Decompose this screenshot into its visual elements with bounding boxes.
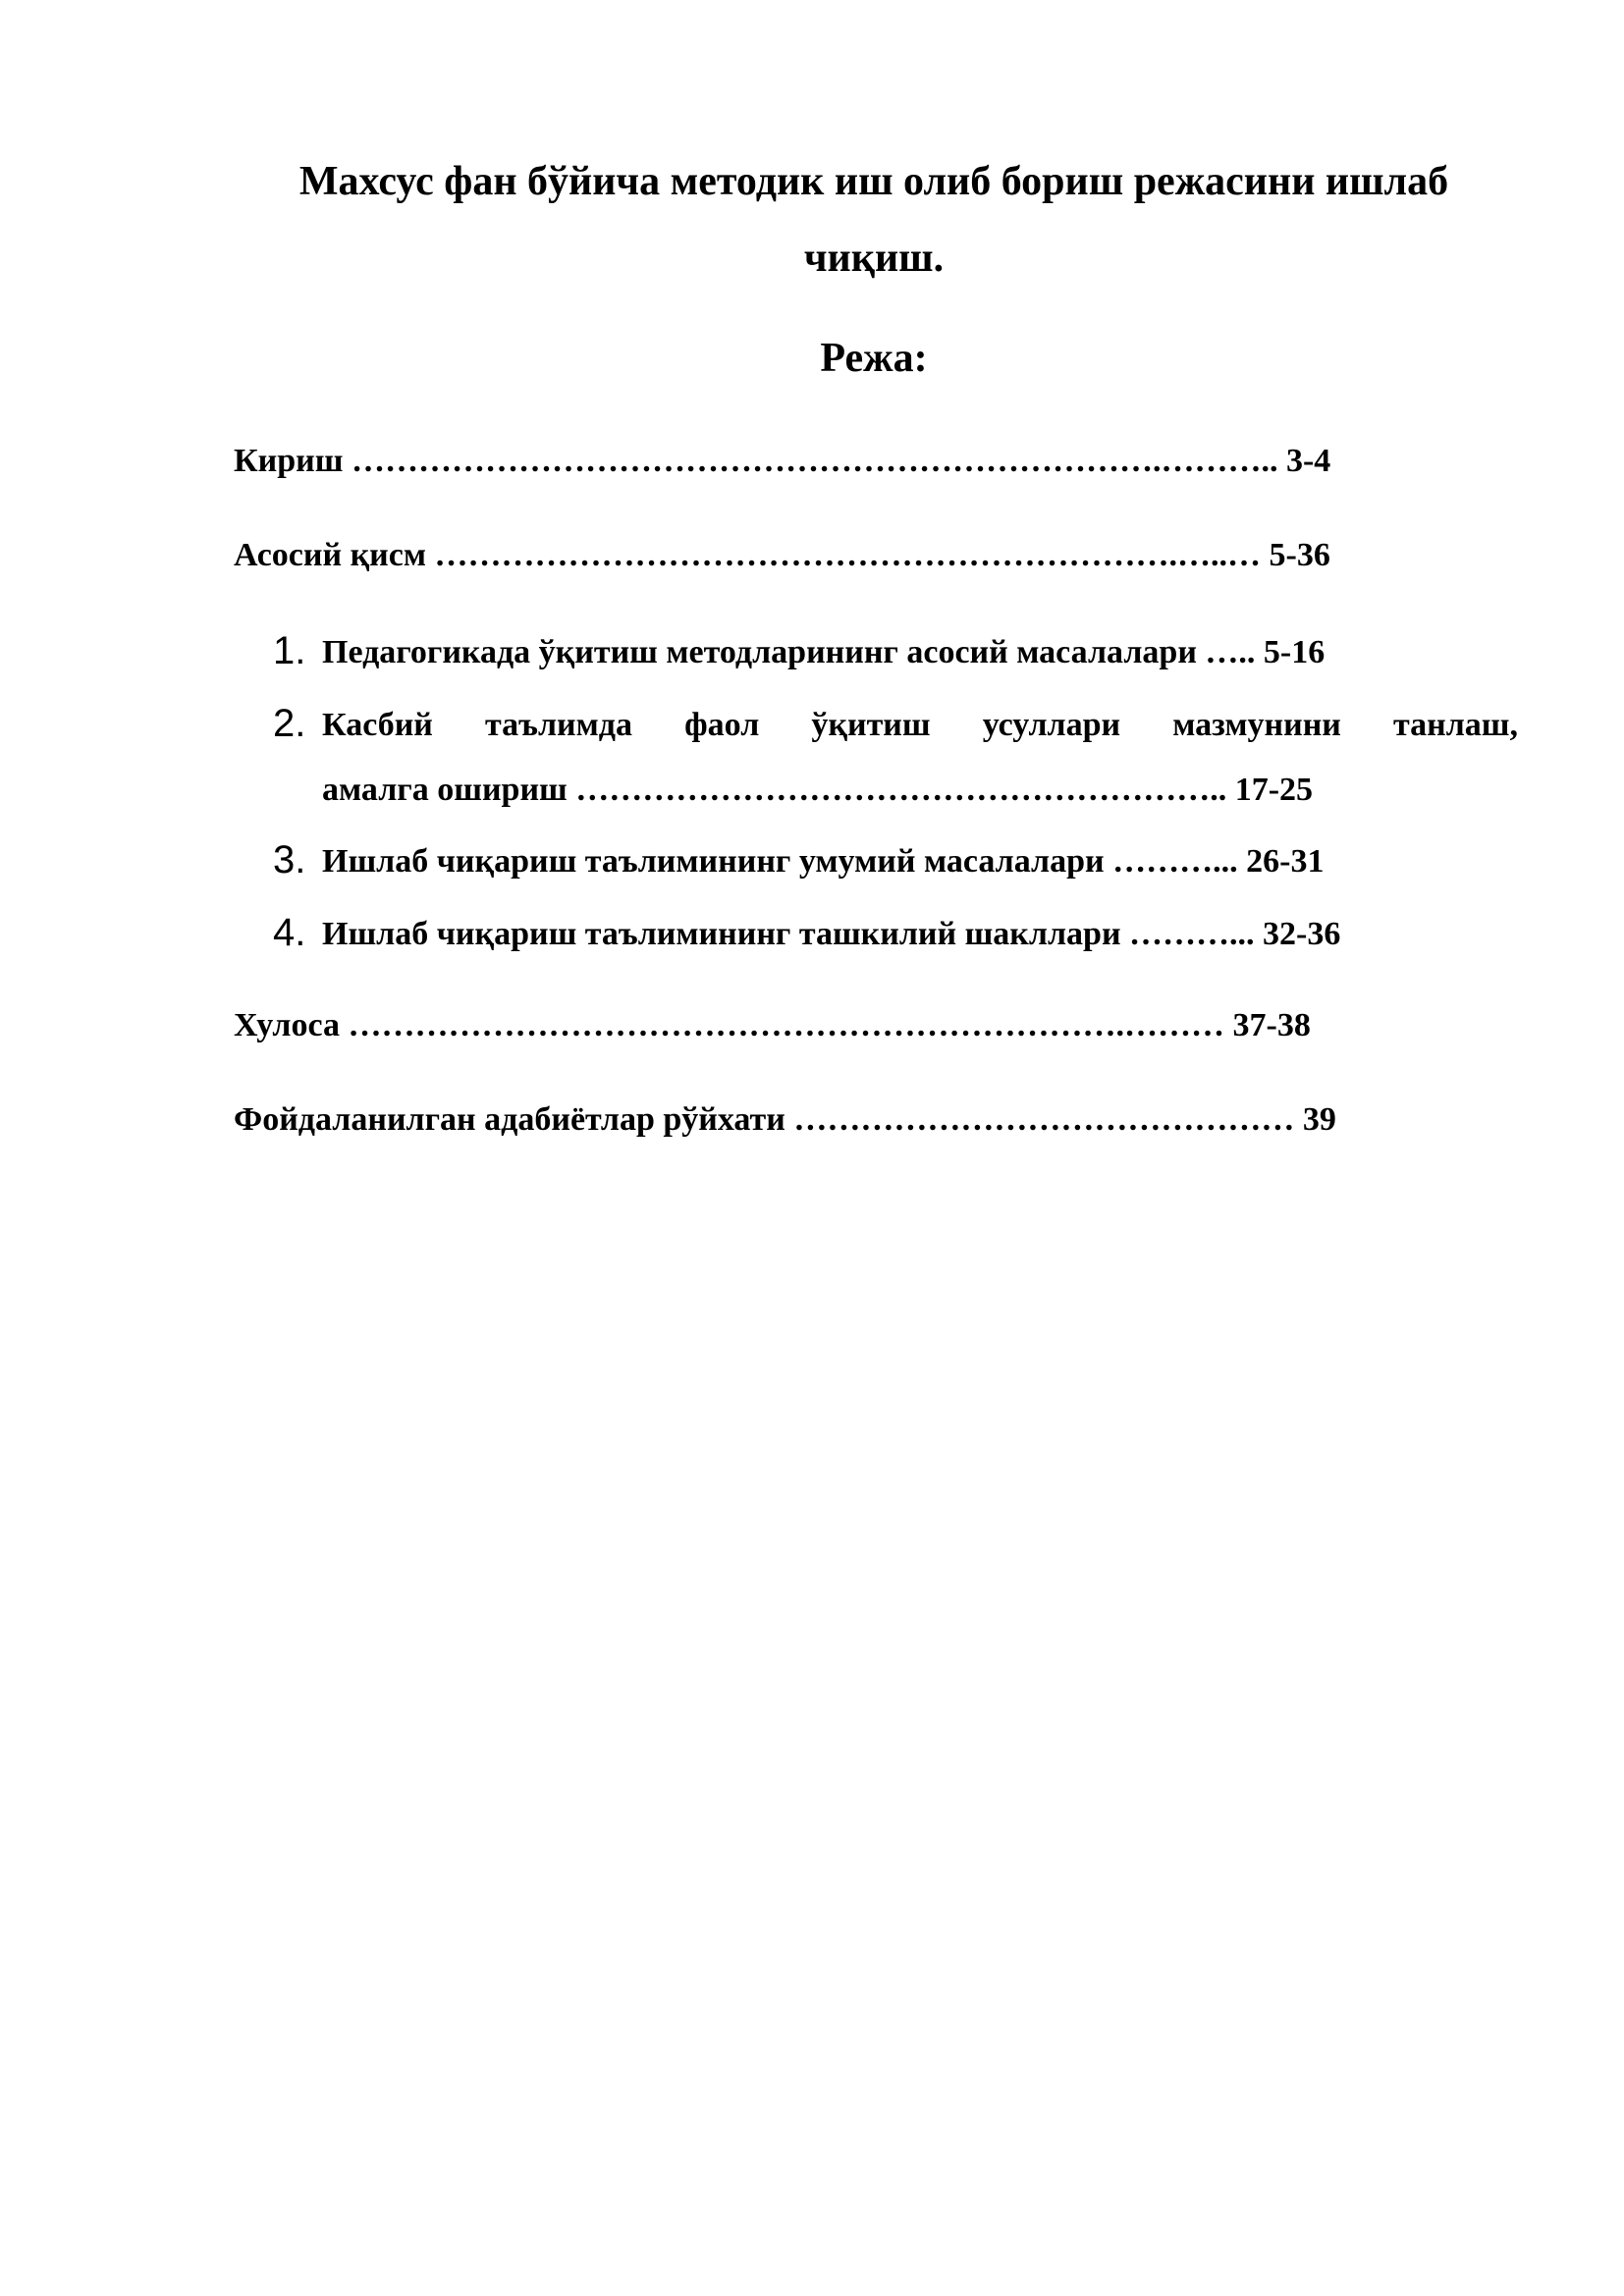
toc-entry-intro: Кириш ……………………………………………………………….……….. 3-4	[234, 443, 1331, 479]
toc-entry-references: Фойдаланилган адабиётлар рўйхати ……………………………………… 39	[234, 1101, 1336, 1138]
toc-subitem-text-line-2: амалга ошириш ………………………………………………….. 17-25	[322, 772, 1314, 808]
toc-subitem-number: 4.	[273, 911, 306, 954]
toc-subitem-text-line-1: Касбий таълимда фаол ўқитиш усуллари мазмунини танлаш,	[322, 707, 1518, 743]
toc-subitem-text: Ишлаб чиқариш таълимининг ташкилий шакллари ………... 32-36	[322, 916, 1341, 952]
toc-subitem-number: 3.	[273, 838, 306, 881]
document-title-line-1: Махсус фан бўйича методик иш олиб бориш режасини ишлаб	[298, 159, 1449, 204]
toc-subitem-text: Педагогикада ўқитиш методларининг асосий масалалари ….. 5-16	[322, 634, 1326, 670]
toc-subitem-number: 1.	[273, 629, 306, 672]
toc-entry-conclusion: Хулоса …………………………………………………………….……… 37-38	[234, 1007, 1311, 1043]
toc-subitem-number: 2.	[273, 702, 306, 745]
plan-heading: Режа:	[820, 336, 928, 381]
toc-entry-main-part: Асосий қисм ………………………………………………………….…..… 5-36	[234, 537, 1330, 573]
toc-subitem-text: Ишлаб чиқариш таълимининг умумий масалалари ………... 26-31	[322, 843, 1325, 880]
document-title-line-2: чиқиш.	[803, 236, 945, 281]
